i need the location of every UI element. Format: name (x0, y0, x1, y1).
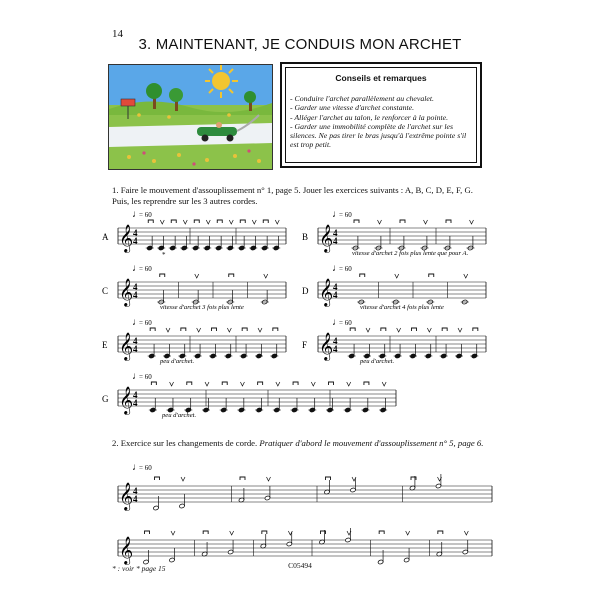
up-bow-icon (160, 220, 164, 224)
tempo-marking: = 60 (139, 319, 152, 327)
up-bow-icon (206, 220, 210, 224)
tempo-note-icon: ♩ (332, 317, 342, 328)
down-bow-icon (150, 328, 155, 331)
up-bow-icon (267, 477, 271, 481)
treble-clef-icon: 𝄞 (319, 332, 334, 360)
tempo-note-icon: ♩ (132, 371, 142, 382)
down-bow-icon (212, 328, 217, 331)
up-bow-icon (464, 531, 468, 535)
tempo-note-icon: ♩ (132, 317, 142, 328)
down-bow-icon (222, 382, 227, 385)
exercise-annotation: vitesse d'archet 2 fois plus lente que pour A. (352, 250, 469, 257)
up-bow-icon (366, 328, 370, 332)
up-bow-icon (464, 274, 468, 278)
up-bow-icon (382, 382, 386, 386)
up-bow-icon (183, 220, 187, 224)
exercise-label: B (302, 232, 309, 242)
down-bow-icon (473, 328, 478, 331)
staff-exercise-d (300, 262, 490, 314)
tempo-marking: = 60 (139, 265, 152, 273)
down-bow-icon (329, 382, 334, 385)
illustration-drawing (108, 64, 273, 170)
down-bow-icon (151, 382, 156, 385)
page-title: 3. MAINTENANT, JE CONDUIS MON ARCHET (138, 36, 462, 53)
down-bow-icon (429, 274, 434, 277)
up-bow-icon (397, 328, 401, 332)
up-bow-icon (258, 328, 262, 332)
tempo-marking: = 60 (139, 373, 152, 381)
down-bow-icon (155, 477, 160, 480)
staff-exercise-f (300, 316, 490, 368)
exercise-annotation: peu d'archet. (162, 412, 197, 419)
tempo-note-icon: ♩ (332, 209, 342, 220)
advice-list (290, 94, 472, 150)
exercise-label: A (102, 232, 109, 242)
down-bow-icon (258, 382, 263, 385)
up-bow-icon (424, 220, 428, 224)
up-bow-icon (240, 382, 244, 386)
up-bow-icon (195, 274, 199, 278)
down-bow-icon (203, 531, 208, 534)
up-bow-icon (227, 328, 231, 332)
up-bow-icon (347, 382, 351, 386)
down-bow-icon (242, 328, 247, 331)
staff-exercise-c (100, 262, 290, 314)
up-bow-icon (264, 274, 268, 278)
down-bow-icon (187, 382, 192, 385)
staff-exercise-2-line-2 (100, 514, 495, 564)
treble-clef-icon: 𝄞 (319, 224, 334, 252)
advice-item: - Garder une immobilité complète de l'archet sur les silences. Ne pas tirer le bras jusqu'à l'extrême pointe s'il est trop petit. (290, 121, 467, 150)
down-bow-icon (381, 328, 386, 331)
up-bow-icon (275, 220, 279, 224)
section2-instruction-italic: Pratiquer d'abord le mouvement d'assouplissement n° 5, page 6. (259, 438, 484, 448)
down-bow-icon (293, 382, 298, 385)
exercise-label: C (102, 286, 109, 296)
time-signature-top: 4 (133, 228, 138, 238)
down-bow-icon (148, 220, 153, 223)
advice-item: - Garder une vitesse d'archet constante. (290, 103, 415, 113)
down-bow-icon (217, 220, 222, 223)
tempo-marking: = 60 (139, 211, 152, 219)
time-signature-top: 4 (333, 336, 338, 346)
time-signature-bottom: 4 (133, 290, 138, 300)
tempo-marking: = 60 (139, 464, 152, 472)
up-bow-icon (229, 220, 233, 224)
time-signature-top: 4 (333, 282, 338, 292)
down-bow-icon (160, 274, 165, 277)
down-bow-icon (354, 220, 359, 223)
tempo-marking: = 60 (339, 265, 352, 273)
tempo-marking: = 60 (339, 319, 352, 327)
advice-heading: Conseils et remarques (335, 73, 427, 83)
down-bow-icon (181, 328, 186, 331)
up-bow-icon (311, 382, 315, 386)
down-bow-icon (240, 220, 245, 223)
tempo-note-icon: ♩ (132, 263, 142, 274)
time-signature-bottom: 4 (333, 236, 338, 246)
time-signature-bottom: 4 (133, 236, 138, 246)
treble-clef-icon: 𝄞 (119, 386, 134, 414)
down-bow-icon (438, 531, 443, 534)
down-bow-icon (240, 477, 245, 480)
section2-instruction (112, 438, 492, 449)
tempo-note-icon: ♩ (132, 462, 142, 473)
advice-item: - Alléger l'archet au talon, le renforcer à la pointe. (290, 112, 449, 122)
up-bow-icon (181, 477, 185, 481)
exercise-label: F (302, 340, 308, 350)
time-signature-top: 4 (133, 282, 138, 292)
time-signature-bottom: 4 (133, 398, 138, 408)
time-signature-bottom: 4 (133, 344, 138, 354)
down-bow-icon (321, 531, 326, 534)
tempo-note-icon: ♩ (132, 209, 142, 220)
treble-clef-icon: 𝄞 (319, 278, 334, 306)
down-bow-icon (446, 220, 451, 223)
exercise-annotation: peu d'archet. (160, 358, 195, 365)
treble-clef-icon: 𝄞 (119, 224, 134, 252)
down-bow-icon (350, 328, 355, 331)
down-bow-icon (263, 220, 268, 223)
up-bow-icon (470, 220, 474, 224)
up-bow-icon (252, 220, 256, 224)
advice-box-inner (285, 67, 477, 163)
up-bow-icon (166, 328, 170, 332)
section1-instruction: 1. Faire le mouvement d'assouplissement n° 1, page 5. Jouer les exercices suivants : A, B, C, D, E, F, G. Puis, les reprendre sur les 3 autres cordes. (112, 185, 473, 206)
staff-exercise-g (100, 370, 400, 422)
down-bow-icon (364, 382, 369, 385)
advice-box (280, 62, 482, 168)
footnote-marker: * (162, 251, 166, 259)
exercise-annotation: vitesse d'archet 4 fois plus lente (360, 304, 444, 311)
catalog-code: C05494 (288, 561, 312, 570)
up-bow-icon (197, 328, 201, 332)
down-bow-icon (400, 220, 405, 223)
page-number: 14 (112, 28, 123, 40)
tempo-note-icon: ♩ (332, 263, 342, 274)
exercise-annotation: peu d'archet. (360, 358, 395, 365)
time-signature-bottom: 4 (333, 290, 338, 300)
up-bow-icon (458, 328, 462, 332)
down-bow-icon (194, 220, 199, 223)
exercise-label: E (102, 340, 108, 350)
down-bow-icon (171, 220, 176, 223)
staff-exercise-2-line-1 (100, 460, 495, 516)
advice-item: - Conduire l'archet parallèlement au chevalet. (290, 94, 434, 103)
exercise-label: D (302, 286, 309, 296)
down-bow-icon (229, 274, 234, 277)
treble-clef-icon: 𝄞 (119, 536, 134, 564)
time-signature-bottom: 4 (333, 344, 338, 354)
exercise-annotation: vitesse d'archet 3 fois plus lente (160, 304, 244, 311)
tempo-marking: = 60 (339, 211, 352, 219)
up-bow-icon (171, 531, 175, 535)
down-bow-icon (379, 531, 384, 534)
footnote: * : voir * page 15 (112, 564, 166, 573)
section2-instruction-plain: 2. Exercice sur les changements de corde. (112, 438, 260, 448)
up-bow-icon (230, 531, 234, 535)
down-bow-icon (442, 328, 447, 331)
treble-clef-icon: 𝄞 (119, 482, 134, 510)
up-bow-icon (276, 382, 280, 386)
down-bow-icon (262, 531, 267, 534)
up-bow-icon (378, 220, 382, 224)
down-bow-icon (145, 531, 150, 534)
down-bow-icon (273, 328, 278, 331)
up-bow-icon (205, 382, 209, 386)
down-bow-icon (326, 477, 331, 480)
down-bow-icon (412, 328, 417, 331)
time-signature-bottom: 4 (133, 494, 138, 504)
up-bow-icon (170, 382, 174, 386)
treble-clef-icon: 𝄞 (119, 332, 134, 360)
staff-exercise-e (100, 316, 290, 368)
time-signature-top: 4 (133, 336, 138, 346)
up-bow-icon (406, 531, 410, 535)
staff-exercise-a (100, 208, 290, 260)
staff-exercise-b (300, 208, 490, 260)
time-signature-top: 4 (133, 390, 138, 400)
up-bow-icon (427, 328, 431, 332)
up-bow-icon (395, 274, 399, 278)
time-signature-top: 4 (133, 486, 138, 496)
treble-clef-icon: 𝄞 (119, 278, 134, 306)
time-signature-top: 4 (333, 228, 338, 238)
down-bow-icon (360, 274, 365, 277)
exercise-label: G (102, 394, 109, 404)
